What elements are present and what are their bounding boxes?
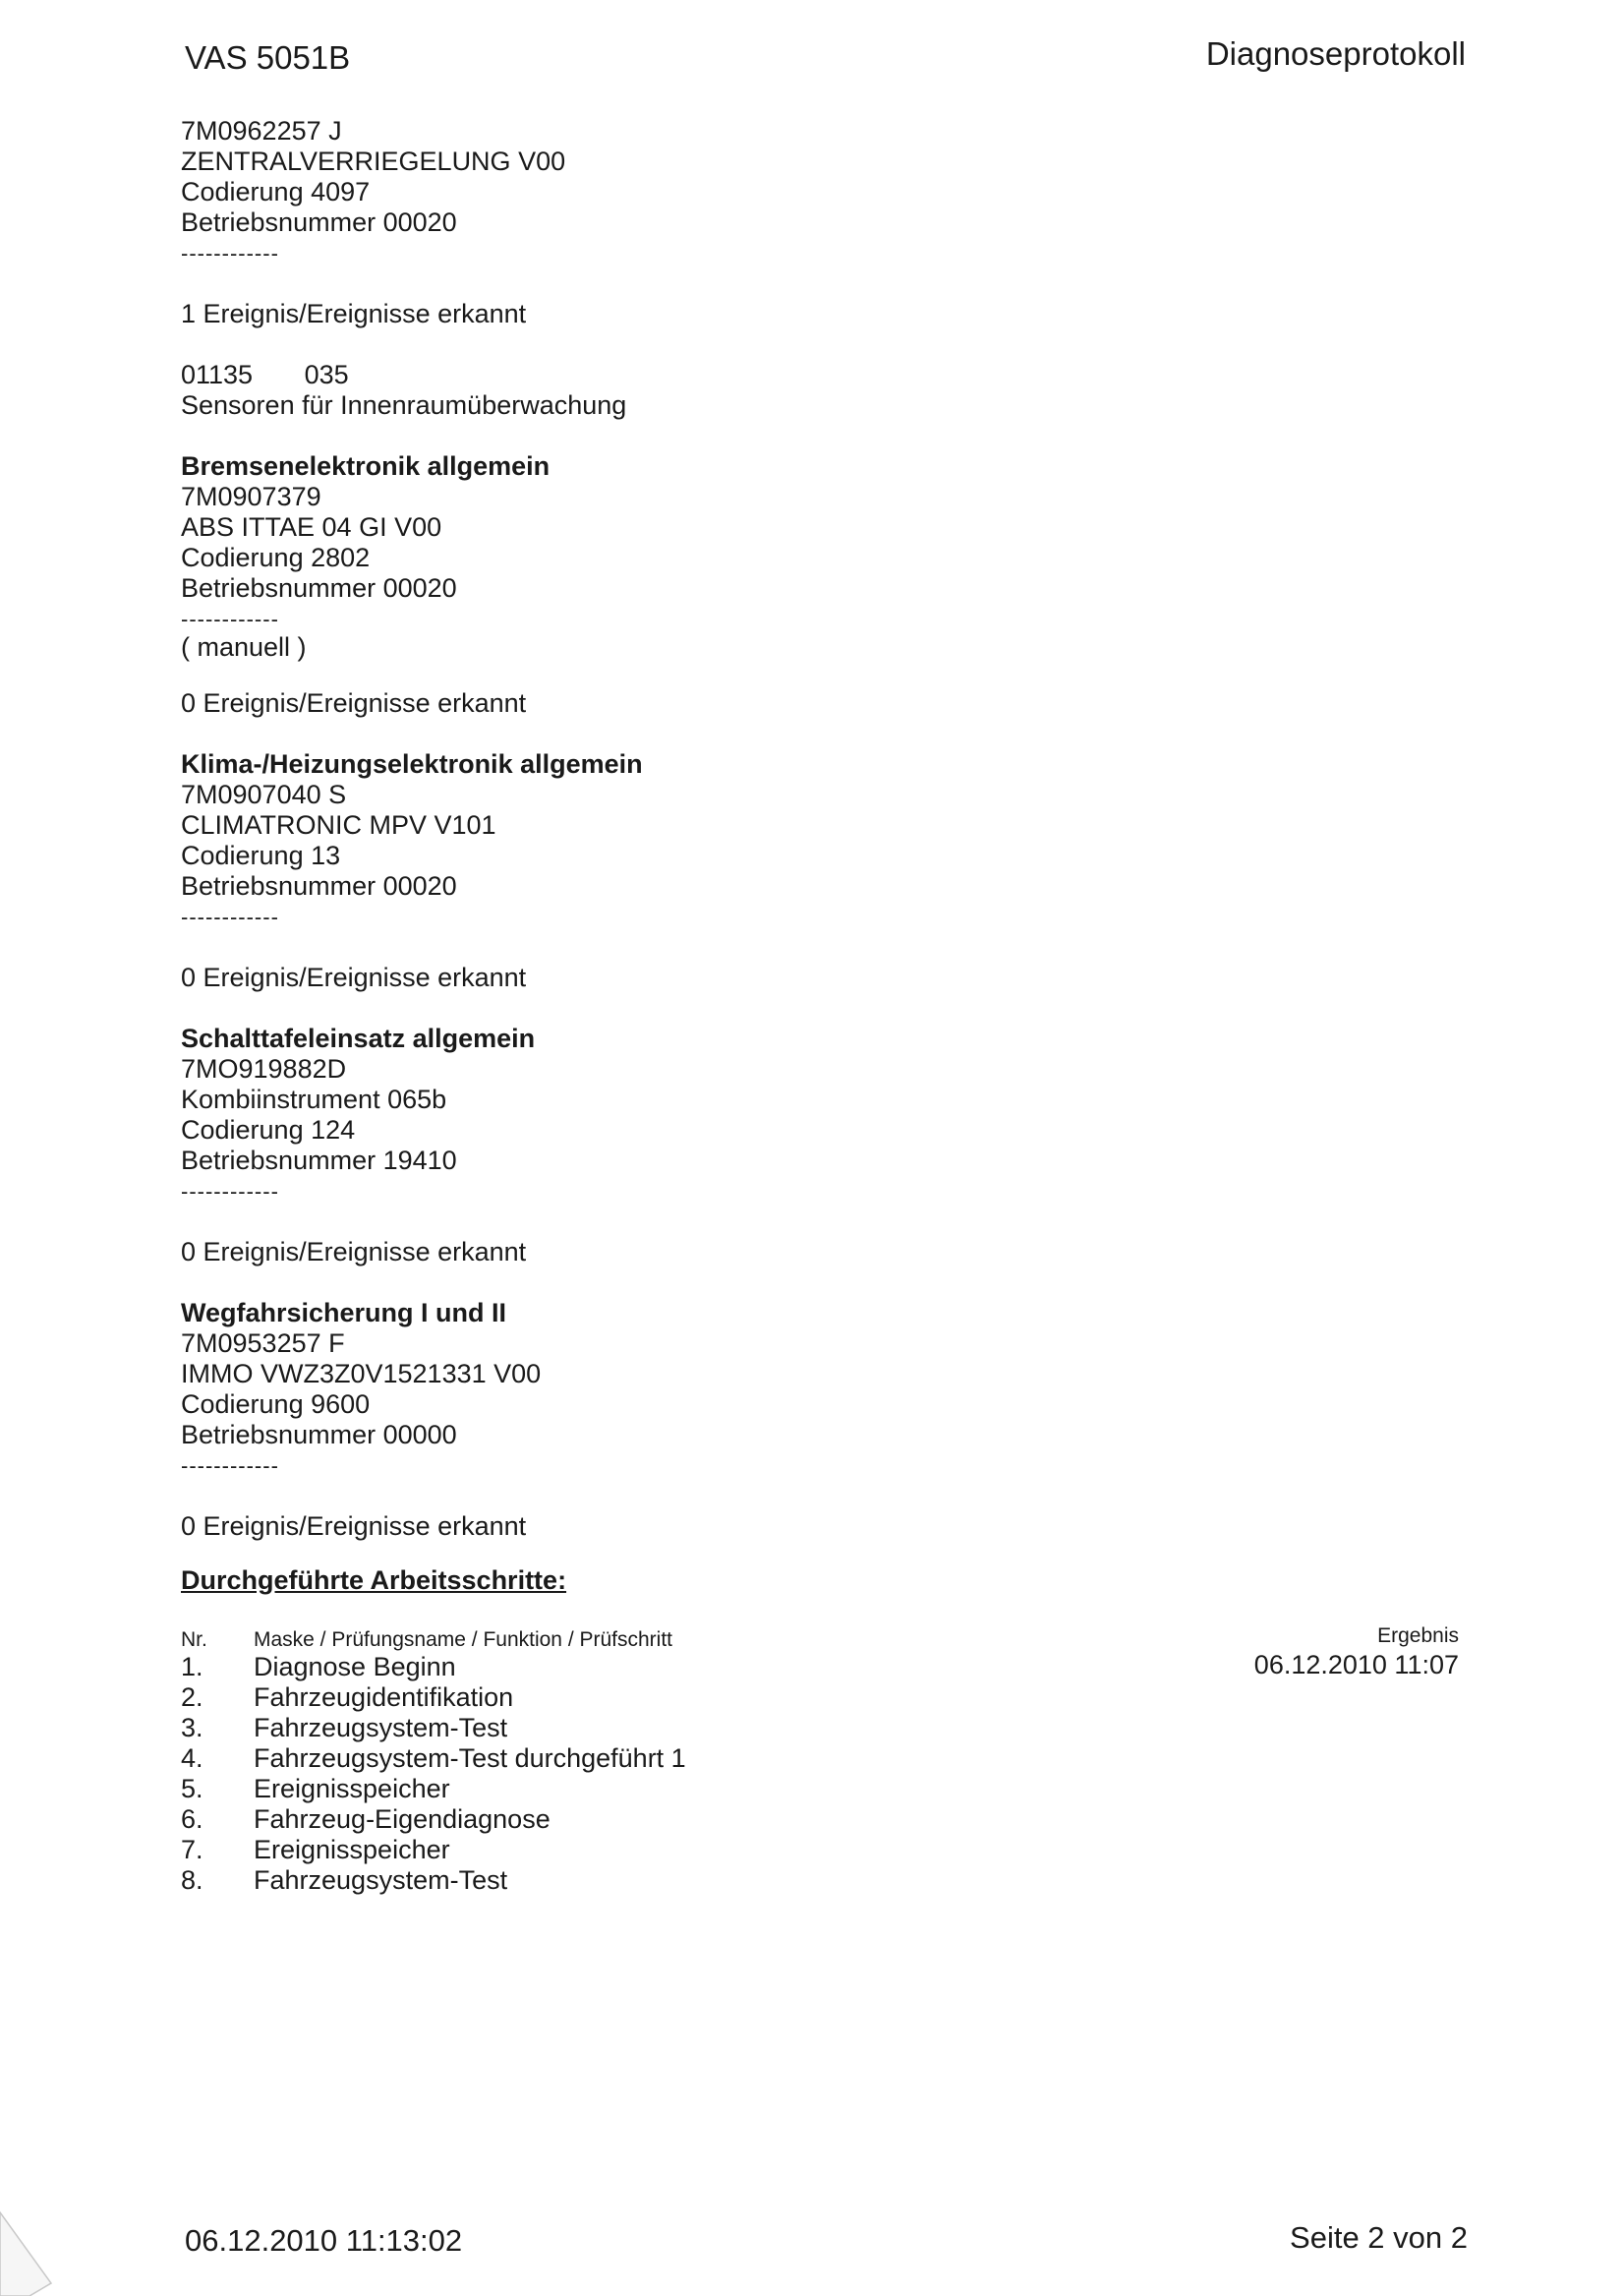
events-summary: 0 Ereignis/Ereignisse erkannt: [181, 1237, 527, 1266]
workshop-number: Betriebsnummer 19410: [181, 1146, 457, 1175]
events-summary: 0 Ereignis/Ereignisse erkannt: [181, 963, 527, 992]
protocol-body: [181, 116, 1459, 1596]
step-name: Fahrzeugsystem-Test durchgeführt 1: [254, 1743, 686, 1773]
step-number: 6.: [181, 1804, 203, 1834]
step-name: Fahrzeugsystem-Test: [254, 1865, 508, 1895]
table-row: [181, 1865, 1459, 1896]
module-block-brake-electronics: [181, 451, 1459, 719]
workshop-number: Betriebsnummer 00000: [181, 1420, 457, 1449]
component-name: IMMO VWZ3Z0V1521331 V00: [181, 1359, 542, 1388]
separator: ------------: [181, 1179, 279, 1204]
coding: Codierung 4097: [181, 177, 371, 206]
steps-heading: Durchgeführte Arbeitsschritte:: [181, 1565, 567, 1595]
step-number: 2.: [181, 1682, 203, 1712]
part-number: 7M0953257 F: [181, 1328, 345, 1358]
coding: Codierung 9600: [181, 1389, 371, 1419]
module-block-immobilizer: [181, 1298, 1459, 1542]
print-timestamp: 06.12.2010 11:13:02: [185, 2223, 463, 2258]
table-row: [181, 1743, 1459, 1774]
separator: ------------: [181, 607, 279, 631]
workshop-number: Betriebsnummer 00020: [181, 871, 457, 901]
step-number: 7.: [181, 1835, 203, 1864]
events-summary: 0 Ereignis/Ereignisse erkannt: [181, 1511, 527, 1541]
part-number: 7MO919882D: [181, 1054, 347, 1084]
column-header-nr: Nr.: [181, 1628, 207, 1651]
component-name: Kombiinstrument 065b: [181, 1085, 447, 1114]
column-header-result: Ergebnis: [1377, 1624, 1459, 1647]
table-row: [181, 1682, 1459, 1713]
events-summary: 1 Ereignis/Ereignisse erkannt: [181, 299, 527, 328]
separator: ------------: [181, 905, 279, 929]
coding: Codierung 124: [181, 1115, 356, 1145]
part-number: 7M0907379: [181, 482, 321, 511]
page-title: Diagnoseprotokoll: [1205, 35, 1466, 72]
step-number: 8.: [181, 1865, 203, 1895]
step-name: Diagnose Beginn: [254, 1652, 456, 1681]
part-number: 7M0907040 S: [181, 780, 347, 809]
module-block-instrument-cluster: [181, 1024, 1459, 1267]
manual-note: ( manuell ): [181, 632, 307, 662]
coding: Codierung 13: [181, 841, 341, 870]
component-name: ABS ITTAE 04 GI V00: [181, 512, 442, 542]
table-row: [181, 1713, 1459, 1743]
table-row: [181, 1774, 1459, 1804]
component-name: CLIMATRONIC MPV V101: [181, 810, 496, 840]
step-name: Fahrzeug-Eigendiagnose: [254, 1804, 551, 1834]
table-row: [181, 1804, 1459, 1835]
module-title: Klima-/Heizungselektronik allgemein: [181, 749, 643, 779]
module-title: Wegfahrsicherung I und II: [181, 1298, 507, 1327]
component-name: ZENTRALVERRIEGELUNG V00: [181, 147, 566, 176]
steps-table: [181, 1624, 1459, 1896]
module-title: Schalttafeleinsatz allgemein: [181, 1024, 536, 1053]
steps-table-header: [181, 1628, 1459, 1652]
event-text: Sensoren für Innenraumüberwachung: [181, 390, 627, 420]
part-number: 7M0962257 J: [181, 116, 342, 146]
step-number: 4.: [181, 1743, 203, 1773]
page-corner-fold: [0, 2203, 69, 2296]
device-name: VAS 5051B: [185, 39, 351, 76]
module-block-climate-electronics: [181, 749, 1459, 993]
column-header-name: Maske / Prüfungsname / Funktion / Prüfschritt: [254, 1628, 673, 1651]
event-code: 01135 035: [181, 360, 349, 389]
table-row: [181, 1835, 1459, 1865]
separator: ------------: [181, 241, 279, 265]
result-value: 06.12.2010 11:07: [1253, 1650, 1459, 1679]
step-name: Fahrzeugidentifikation: [254, 1682, 514, 1712]
page-number: Seite 2 von 2: [1290, 2220, 1468, 2255]
step-number: 1.: [181, 1652, 203, 1681]
workshop-number: Betriebsnummer 00020: [181, 207, 457, 237]
module-title: Bremsenelektronik allgemein: [181, 451, 551, 481]
coding: Codierung 2802: [181, 543, 371, 572]
events-summary: 0 Ereignis/Ereignisse erkannt: [181, 688, 527, 718]
module-block-central-locking: [181, 116, 1459, 421]
step-name: Fahrzeugsystem-Test: [254, 1713, 508, 1742]
step-number: 3.: [181, 1713, 203, 1742]
step-name: Ereignisspeicher: [254, 1774, 450, 1803]
step-name: Ereignisspeicher: [254, 1835, 450, 1864]
workshop-number: Betriebsnummer 00020: [181, 573, 457, 603]
step-number: 5.: [181, 1774, 203, 1803]
separator: ------------: [181, 1453, 279, 1478]
